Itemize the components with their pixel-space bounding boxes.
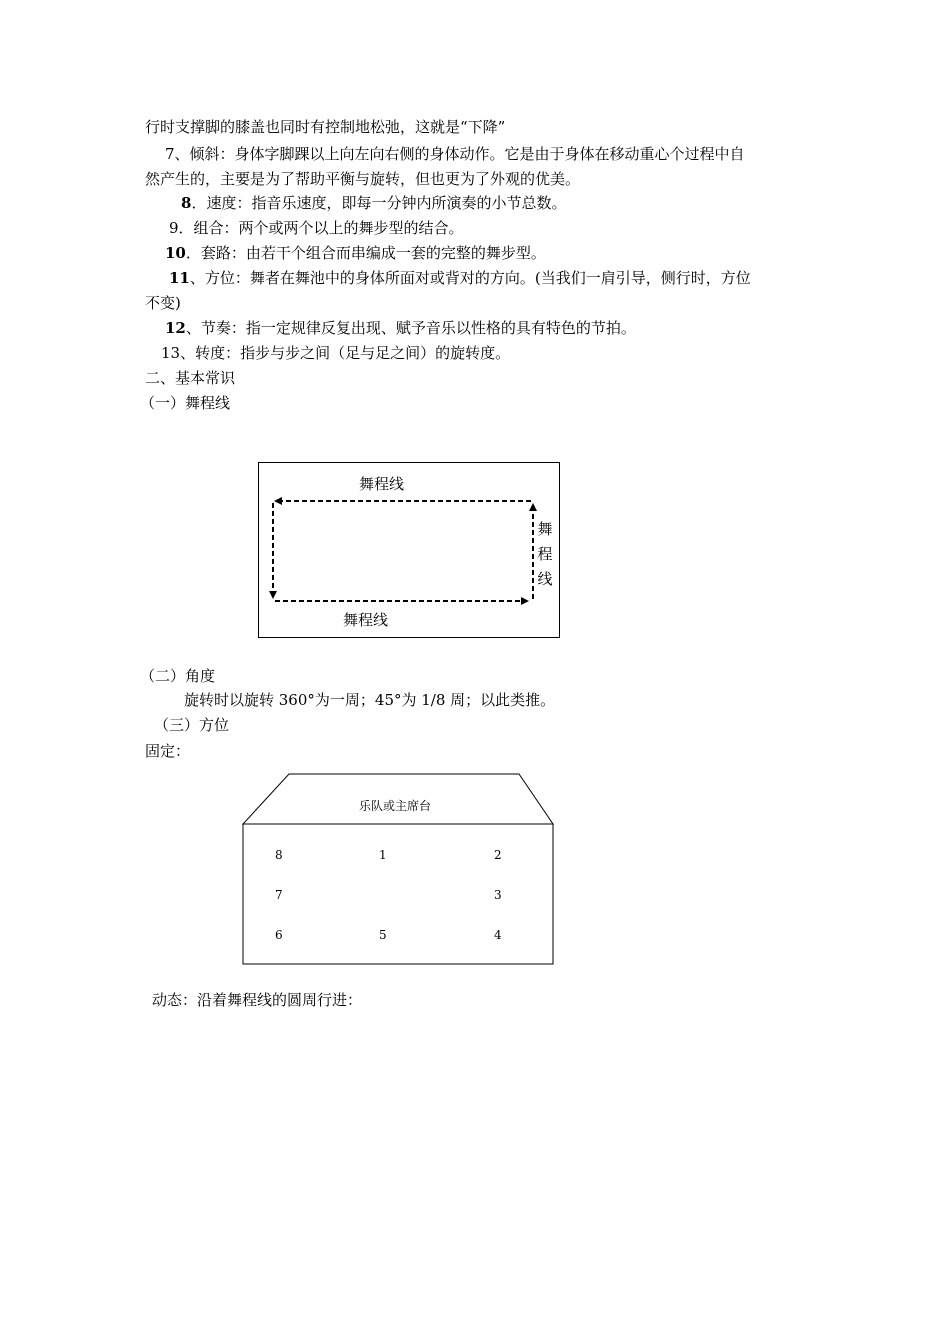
position-6: 6 — [275, 928, 283, 942]
item-combination — [169, 218, 464, 238]
stage-label: 乐队或主席台 — [359, 799, 432, 813]
item-text: 、倾斜：身体字脚踝以上向左向右侧的身体动作。它是由于身体在移动重心个过程中自 — [174, 145, 745, 163]
position-8: 8 — [275, 848, 283, 862]
line-of-dance-diagram — [258, 462, 560, 638]
item-number: 8 — [181, 194, 192, 212]
dynamic-label: 动态：沿着舞程线的圆周行进： — [152, 991, 363, 1009]
fixed-label: 固定： — [145, 742, 191, 760]
item-text: 、转度：指步与步之间（足与足之间）的旋转度。 — [180, 344, 511, 362]
vertical-char: 线 — [537, 570, 553, 588]
item-number: 11 — [169, 269, 190, 287]
item-text: ．组合：两个或两个以上的舞步型的结合。 — [178, 219, 464, 237]
angle-description: 旋转时以旋转 360°为一周；45°为 1/8 周；以此类推。 — [184, 691, 556, 709]
item-number: 10 — [165, 244, 186, 262]
line-of-dance-top-label: 舞程线 — [359, 475, 405, 493]
item-turn — [161, 343, 510, 363]
item-text: 、方位：舞者在舞池中的身体所面对或背对的方向。(当我们一肩引导，侧行时，方位 — [189, 269, 751, 287]
line-of-dance-right-label — [537, 517, 553, 592]
position-1: 1 — [379, 848, 387, 862]
item-direction — [169, 268, 751, 288]
item-routine — [165, 243, 546, 263]
item-direction-continued: 不变) — [145, 294, 181, 312]
position-7: 7 — [275, 888, 283, 902]
subheading-angle: （二）角度 — [140, 667, 216, 685]
item-number: 13 — [161, 344, 181, 362]
text-line-descent: 行时支撑脚的膝盖也同时有控制地松弛，这就是“下降” — [145, 118, 506, 136]
item-tilt — [165, 144, 745, 164]
position-3: 3 — [494, 888, 502, 902]
position-2: 2 — [494, 848, 502, 862]
item-rhythm — [165, 318, 636, 338]
item-tilt-continued: 然产生的，主要是为了帮助平衡与旋转，但也更为了外观的优美。 — [145, 170, 581, 188]
vertical-char: 程 — [537, 545, 553, 563]
subheading-line-of-dance: （一）舞程线 — [140, 394, 231, 412]
item-number: 7 — [165, 145, 175, 163]
position-4: 4 — [494, 928, 502, 942]
item-number: 12 — [165, 319, 186, 337]
subheading-direction: （三）方位 — [154, 716, 230, 734]
item-text: ．速度：指音乐速度，即每一分钟内所演奏的小节总数。 — [191, 194, 567, 212]
item-text: 、节奏：指一定规律反复出现、赋予音乐以性格的具有特色的节拍。 — [185, 319, 636, 337]
line-of-dance-arrows — [259, 463, 559, 637]
item-speed — [181, 193, 566, 213]
vertical-char: 舞 — [537, 520, 553, 538]
section-heading-basics: 二、基本常识 — [145, 369, 236, 387]
line-of-dance-bottom-label: 舞程线 — [343, 611, 389, 629]
item-text: ．套路：由若干个组合而串编成一套的完整的舞步型。 — [185, 244, 546, 262]
position-5: 5 — [379, 928, 387, 942]
item-number: 9 — [169, 219, 179, 237]
